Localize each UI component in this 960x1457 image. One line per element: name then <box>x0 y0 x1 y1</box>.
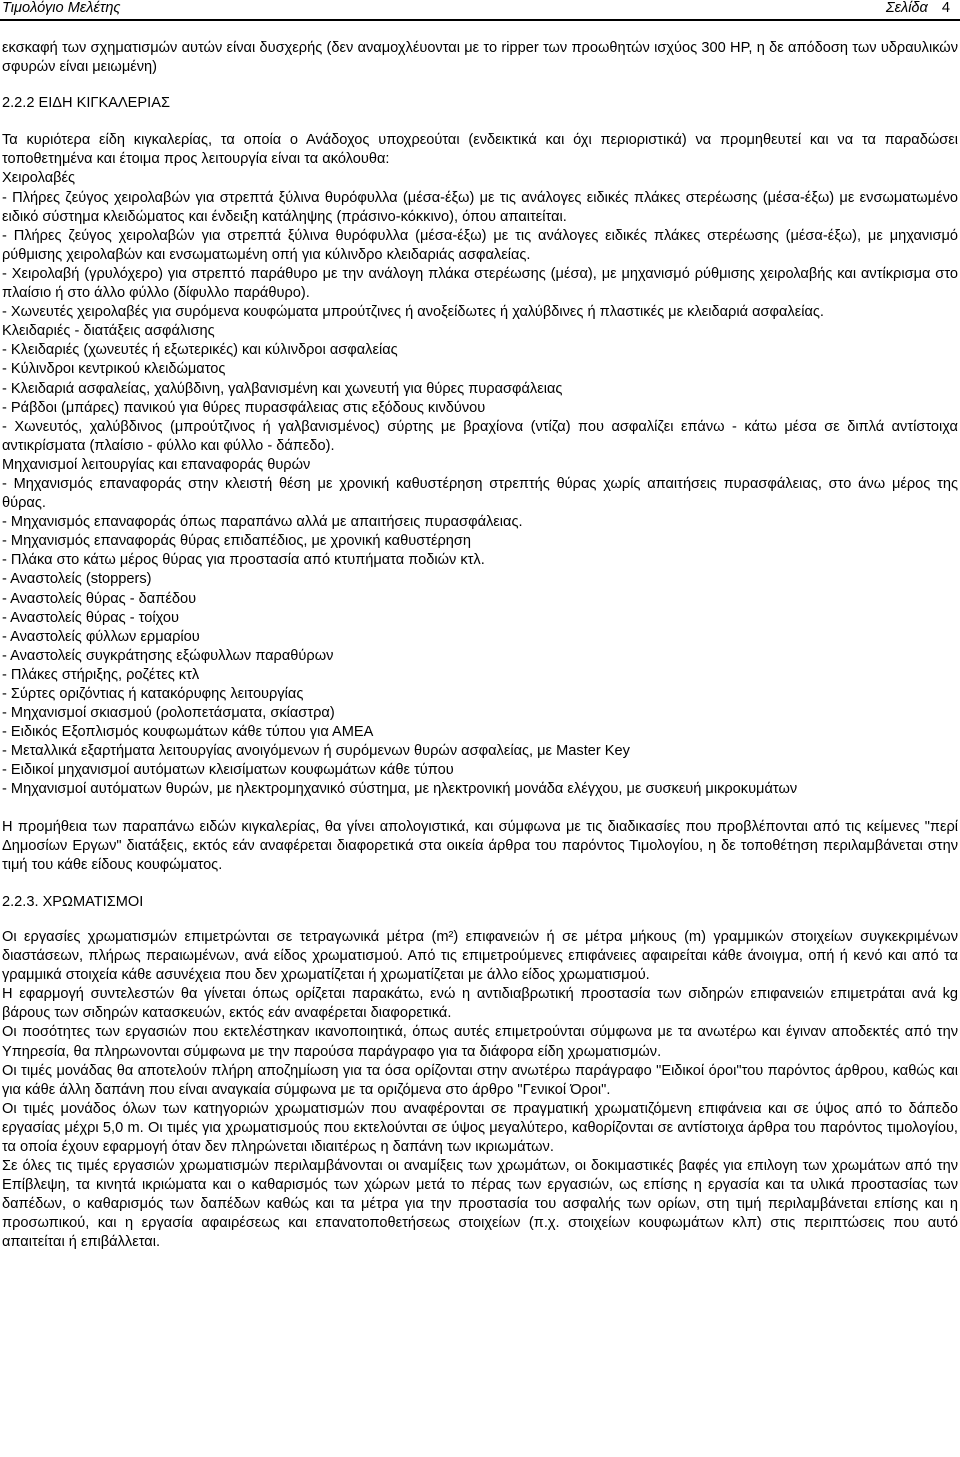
list-item: - Κλειδαριές (χωνευτές ή εξωτερικές) και κύλινδροι ασφαλείας <box>2 342 398 359</box>
page-label: Σελίδα <box>885 0 928 16</box>
subheading-handles: Χειρολαβές <box>2 170 76 187</box>
list-item: - Αναστολείς θύρας - τοίχου <box>2 609 179 626</box>
list-item: - Χειρολαβή (γρυλόχερο) για στρεπτό παράθυρο με την ανάλογη πλάκα στερέωσης (μέσα), με μηχανισμό ρύθμισης χειρολαβής και αντίκρισμα στο πλαίσιο ή στο άλλο φύλλο (δίφυλλο παράθυρο). <box>2 265 958 302</box>
list-item: - Αναστολείς (stoppers) <box>2 571 152 588</box>
paragraph: Τα κυριότερα είδη κιγκαλερίας, τα οποία ο Ανάδοχος υποχρεούται (ενδεικτικά και όχι περιοριστικά) να προμηθευτεί και να τα παραδώσει τοποθετημένα και έτοιμα προς λειτουργία είναι τα ακόλουθα: <box>2 132 958 168</box>
list-item: - Πλήρες ζεύγος χειρολαβών για στρεπτά ξύλινα θυρόφυλλα (μέσα-έξω) με τις ανάλογες ειδικές πλάκες στερέωσης (μέσα-έξω) με ενσωματωμένο ειδικό σύστημα κλειδώματος και ένδειξη κατάληψης (πράσινο-κόκκινο), όπου απαιτείται. <box>2 189 958 225</box>
paragraph: Η εφαρμογή συντελεστών θα γίνεται όπως ορίζεται παρακάτω, ενώ η αντιδιαβρωτική προστασία των σιδηρών επιφανειών επιμετράται ανά kg βάρους των σιδηρών κατασκευών, εκτός εάν αναφέρεται διαφορετικά. <box>2 986 958 1022</box>
closing-paragraph: Η προμήθεια των παραπάνω ειδών κιγκαλερίας, θα γίνει απολογιστικά, και σύμφωνα με τις διαδικασίες που προβλέπονται από τις κείμενες "περί Δημοσίων Εργων" διατάξεις, εκτός εάν αναφέρεται διαφορετικά στα οικεία άρθρα του παρόντος Τιμολογίου, η δε τοποθέτηση περιλαμβάνεται στην τιμή του κάθε είδους κουφώματος. <box>2 818 958 873</box>
paragraph: Οι τιμές μονάδος όλων των κατηγοριών χρωματισμών που αναφέρονται σε πραγματική χρωματιζόμενη επιφάνεια και σε ύψος από το δάπεδο εργασίας μέχρι 5,0 m. Οι τιμές για χρωματισμούς που εκτελούνται σε ύψος μεγαλύτερο, καθορίζονται σε αντίστοιχα άρθρα του παρόντος τιμολογίου, τα οποία έχουν εφαρμογή όταν δεν πληρώνεται ιδιαιτέρως η δαπάνη των ικριωμάτων. <box>2 1100 958 1155</box>
page-header <box>2 0 950 17</box>
subheading-locks: Κλειδαριές - διατάξεις ασφάλισης <box>2 323 215 340</box>
document-body <box>2 39 958 1253</box>
list-item: - Μηχανισμός επαναφοράς όπως παραπάνω αλλά με απαιτήσεις πυρασφάλειας. <box>2 514 523 531</box>
list-item: - Κύλινδροι κεντρικού κλειδώματος <box>2 361 226 378</box>
list-item: - Ράβδοι (μπάρες) πανικού για θύρες πυρασφάλειας στις εξόδους κινδύνου <box>2 399 486 416</box>
subheading-door-mechanisms: Μηχανισμοί λειτουργίας και επαναφοράς θυρών <box>2 456 311 473</box>
paragraph: Οι ποσότητες των εργασιών που εκτελέστηκαν ικανοποιητικά, όπως αυτές επιμετρούνται σύμφωνα με τα ανωτέρω και έγιναν αποδεκτές από την Υπηρεσία, θα πληρωνονται σύμφωνα με την παρούσα παράγραφο για τα διάφορα είδη χρωματισμών. <box>2 1024 958 1060</box>
list-item: - Πλήρες ζεύγος χειρολαβών για στρεπτά ξύλινα θυρόφυλλα (μέσα-έξω) με τις ανάλογες ειδικές πλάκες στερέωσης (μέσα-έξω), με μηχανισμό ρύθμισης χειρολαβών και ενσωματωμένη οπή για κύλινδρο κλειδαριάς ασφαλείας. <box>2 227 958 263</box>
list-item: - Ειδικός Εξοπλισμός κουφωμάτων κάθε τύπου για ΑΜΕΑ <box>2 724 374 741</box>
paragraph: Σε όλες τις τιμές εργασιών χρωματισμών περιλαμβάνονται οι αναμίξεις των χρωμάτων, οι δοκιμαστικές βαφές για επιλογη των χρωμάτων από την Επίβλεψη, τα κινητά ικριώματα και ο καθαρισμός των χώρων μετά το πέρας των εργασιών, ως επίσης η εργασία και τα υλικά προστασίας των δαπέδων, ο καθαρισμός των δαπέδων καθώς και τα μέτρα για την προστασία του ασφαλής των ορίων, στη τιμή περιλαμβάνεται επίσης και η προσωπικού, και η εργασία αφαιρέσεως και επανατοποθετήσεως στοιχείων (π.χ. στοιχείων κουφωμάτων κλπ) στις περιπτώσεις που αυτό απαιτείται ή επιβάλλεται. <box>2 1158 958 1251</box>
list-item: - Χωνευτός, χαλύβδινος (μπρούτζινος ή γαλβανισμένος) σύρτης με βραχίονα (ντίζα) που ασφαλίζει επάνω - κάτω μέσα σε διπλά αντίστοιχα αντικρίσματα (πλαίσιο - φύλλο και φύλλο - δάπεδο). <box>2 418 958 454</box>
list-item: - Χωνευτές χειρολαβές για συρόμενα κουφώματα μπρούτζινες ή ανοξείδωτες ή χαλύβδινες ή πλαστικές με κλειδαριά ασφαλείας. <box>2 304 824 321</box>
list-item: - Μηχανισμός επαναφοράς στην κλειστή θέση με χρονική καθυστέρηση στρεπτής θύρας χωρίς απαιτήσεις πυρασφάλειας, στο άνω μέρος της θύρας. <box>2 475 958 512</box>
list-item: - Μεταλλικά εξαρτήματα λειτουργίας ανοιγόμενων ή συρόμενων θυρών ασφαλείας, με Master Key <box>2 743 630 760</box>
list-item: - Αναστολείς θύρας - δαπέδου <box>2 590 197 607</box>
paragraph: Οι τιμές μονάδας θα αποτελούν πλήρη αποζημίωση για τα όσα ορίζονται στην ανωτέρω παράγραφο "Ειδικοί όροι"του παρόντος άρθρου, καθώς και για κάθε άλλη δαπάνη που είναι αναγκαία σύμφωνα με τα οριζόμενα στο άρθρο "Γενικοί Όροι". <box>2 1062 958 1098</box>
section-heading-ironmongery: 2.2.2 ΕΙΔΗ ΚΙΓΚΑΛΕΡΙΑΣ <box>2 95 170 112</box>
page-indicator <box>886 0 950 17</box>
list-item: - Κλειδαριά ασφαλείας, χαλύβδινη, γαλβανισμένη και χωνευτή για θύρες πυρασφάλειας <box>2 380 563 397</box>
intro-paragraph: εκσκαφή των σχηματισμών αυτών είναι δυσχερής (δεν αναμοχλέυονται με το ripper των προωθητών ισχύος 300 HP, η δε απόδοση των υδραυλικών σφυρών είναι μειωμένη) <box>2 40 958 76</box>
section-heading-painting: 2.2.3. ΧΡΩΜΑΤΙΣΜΟΙ <box>2 893 144 910</box>
list-item: - Μηχανισμοί αυτόματων θυρών, με ηλεκτρομηχανικό σύστημα, με ηλεκτρονική μονάδα ελέγχου, με συσκευή μικροκυμάτων <box>2 781 798 798</box>
list-item: - Αναστολείς φύλλων ερμαρίου <box>2 628 200 645</box>
list-item: - Αναστολείς συγκράτησης εξώφυλλων παραθύρων <box>2 647 334 664</box>
list-item: - Πλάκα στο κάτω μέρος θύρας για προστασία από κτυπήματα ποδιών κτλ. <box>2 552 485 569</box>
list-item: - Μηχανισμοί σκιασμού (ρολοπετάσματα, σκίαστρα) <box>2 705 335 722</box>
list-item: - Ειδικοί μηχανισμοί αυτόματων κλεισίματων κουφωμάτων κάθε τύπου <box>2 762 454 779</box>
list-item: - Πλάκες στήριξης, ροζέτες κτλ <box>2 666 200 683</box>
document-title: Τιμολόγιο Μελέτης <box>2 0 121 16</box>
header-rule <box>0 19 960 21</box>
list-item: - Μηχανισμός επαναφοράς θύρας επιδαπέδιος, με χρονική καθυστέρηση <box>2 533 472 550</box>
list-item: - Σύρτες οριζόντιας ή κατακόρυφης λειτουργίας <box>2 686 304 702</box>
paragraph: Οι εργασίες χρωματισμών επιμετρώνται σε τετραγωνικά μέτρα (m²) επιφανειών ή σε μέτρα μήκους (m) γραμμικών στοιχείων συγκεκριμένων διαστάσεων, πλήρως περαιωμένων, ανά είδος χρωματισμού. Από τις επιμετρούμενες επιφάνειες αφαιρείται κάθε άνοιγμα, οπή ή κενό και από τα γραμμικά στοιχεία κάθε ασυνέχεια που δεν χρωματίζεται ή χρωματίζεται με άλλο είδος χρωματισμού. <box>2 928 958 984</box>
page-number: 4 <box>941 0 950 16</box>
